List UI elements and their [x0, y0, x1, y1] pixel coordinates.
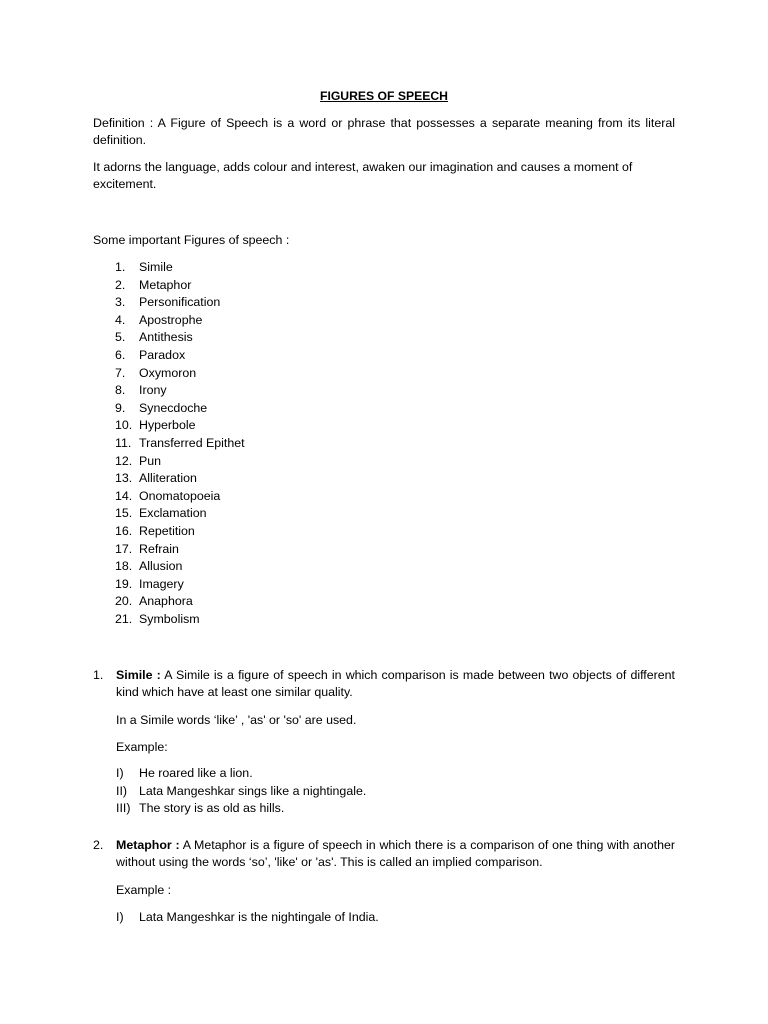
figure-number: 21. — [115, 611, 133, 626]
figure-name: Synecdoche — [139, 400, 208, 415]
simile-definition-text: A Simile is a figure of speech in which comparison is made between two objects of different kind which have at least one similar quality. — [116, 668, 675, 699]
example-text: Lata Mangeshkar sings like a nightingale. — [139, 783, 367, 798]
figures-list — [115, 259, 245, 628]
simile-number: 1. — [93, 668, 104, 682]
figure-list-item — [115, 435, 245, 453]
figure-name: Paradox — [139, 347, 186, 362]
figure-name: Onomatopoeia — [139, 488, 221, 503]
example-text: He roared like a lion. — [139, 766, 253, 780]
figure-list-item — [115, 593, 245, 611]
metaphor-definition — [116, 837, 675, 871]
figure-list-item — [115, 294, 245, 312]
list-item — [116, 783, 366, 801]
metaphor-definition-text: A Metaphor is a figure of speech in which there is a comparison of one thing with another without using the words ‘so’, 'like' or 'as'. This is called an implied comparison. — [116, 838, 675, 869]
page-title: FIGURES OF SPEECH — [320, 89, 448, 103]
figure-number: 19. — [115, 576, 133, 591]
example-number: III) — [116, 801, 131, 816]
figure-number: 4. — [115, 312, 126, 327]
figure-number: 3. — [115, 295, 126, 310]
figure-list-item — [115, 523, 245, 541]
figure-number: 8. — [115, 383, 126, 398]
figure-name: Symbolism — [139, 611, 200, 626]
example-number: II) — [116, 783, 128, 798]
figure-number: 14. — [115, 488, 133, 503]
figure-number: 10. — [115, 418, 133, 433]
figure-list-item — [115, 417, 245, 435]
adorns-paragraph: It adorns the language, adds colour and interest, awaken our imagination and causes a moment of excitement. — [93, 160, 633, 191]
figure-list-item — [115, 347, 245, 365]
simile-example-label: Example: — [116, 740, 168, 754]
figure-list-item — [115, 259, 245, 277]
figure-name: Personification — [139, 295, 221, 310]
figure-name: Pun — [139, 453, 162, 468]
figure-name: Alliteration — [139, 471, 197, 486]
figure-name: Metaphor — [139, 277, 192, 292]
figure-number: 20. — [115, 594, 133, 609]
example-text: Lata Mangeshkar is the nightingale of India. — [139, 910, 379, 924]
figure-list-item — [115, 312, 245, 330]
figure-list-item — [115, 277, 245, 295]
figure-number: 13. — [115, 471, 133, 486]
figure-list-item — [115, 505, 245, 523]
figure-number: 12. — [115, 453, 133, 468]
figure-number: 11. — [115, 435, 132, 450]
figure-list-item — [115, 382, 245, 400]
figure-number: 7. — [115, 365, 126, 380]
metaphor-term: Metaphor : — [116, 838, 180, 852]
example-number: I) — [116, 766, 124, 780]
simile-words-note: In a Simile words ‘like’ , 'as' or 'so' are used. — [116, 713, 357, 727]
figure-name: Simile — [139, 260, 173, 274]
metaphor-example-label: Example : — [116, 883, 172, 897]
figure-name: Antithesis — [139, 330, 193, 345]
figure-name: Hyperbole — [139, 418, 196, 433]
metaphor-examples — [116, 909, 379, 927]
figure-name: Anaphora — [139, 594, 193, 609]
figure-name: Imagery — [139, 576, 184, 591]
figure-list-item — [115, 400, 245, 418]
figure-name: Irony — [139, 383, 167, 398]
figure-number: 5. — [115, 330, 126, 345]
figure-name: Allusion — [139, 559, 183, 574]
figure-number: 6. — [115, 347, 126, 362]
list-item — [116, 765, 366, 783]
list-item — [116, 800, 366, 818]
simile-examples — [116, 765, 366, 818]
figure-list-item — [115, 611, 245, 629]
figure-list-item — [115, 365, 245, 383]
figure-number: 15. — [115, 506, 133, 521]
example-text: The story is as old as hills. — [139, 801, 285, 816]
metaphor-number: 2. — [93, 838, 104, 852]
figure-number: 1. — [115, 260, 126, 274]
figure-number: 17. — [115, 541, 133, 556]
figure-name: Repetition — [139, 523, 195, 538]
list-item — [116, 909, 379, 927]
figure-number: 2. — [115, 277, 126, 292]
figure-name: Oxymoron — [139, 365, 197, 380]
figure-list-item — [115, 558, 245, 576]
simile-definition — [116, 667, 675, 701]
example-number: I) — [116, 910, 124, 924]
figure-list-item — [115, 470, 245, 488]
figure-number: 16. — [115, 523, 133, 538]
figure-number: 9. — [115, 400, 126, 415]
figure-number: 18. — [115, 559, 133, 574]
figure-name: Refrain — [139, 541, 179, 556]
figure-list-item — [115, 576, 245, 594]
simile-term: Simile : — [116, 668, 161, 682]
definition-paragraph: Definition : A Figure of Speech is a word or phrase that possesses a separate meaning from its literal definition. — [93, 116, 675, 147]
figure-list-item — [115, 488, 245, 506]
figure-list-item — [115, 329, 245, 347]
figure-name: Transferred Epithet — [139, 435, 245, 450]
figure-name: Apostrophe — [139, 312, 203, 327]
figure-name: Exclamation — [139, 506, 207, 521]
figure-list-item — [115, 541, 245, 559]
figure-list-item — [115, 453, 245, 471]
list-heading: Some important Figures of speech : — [93, 233, 290, 247]
